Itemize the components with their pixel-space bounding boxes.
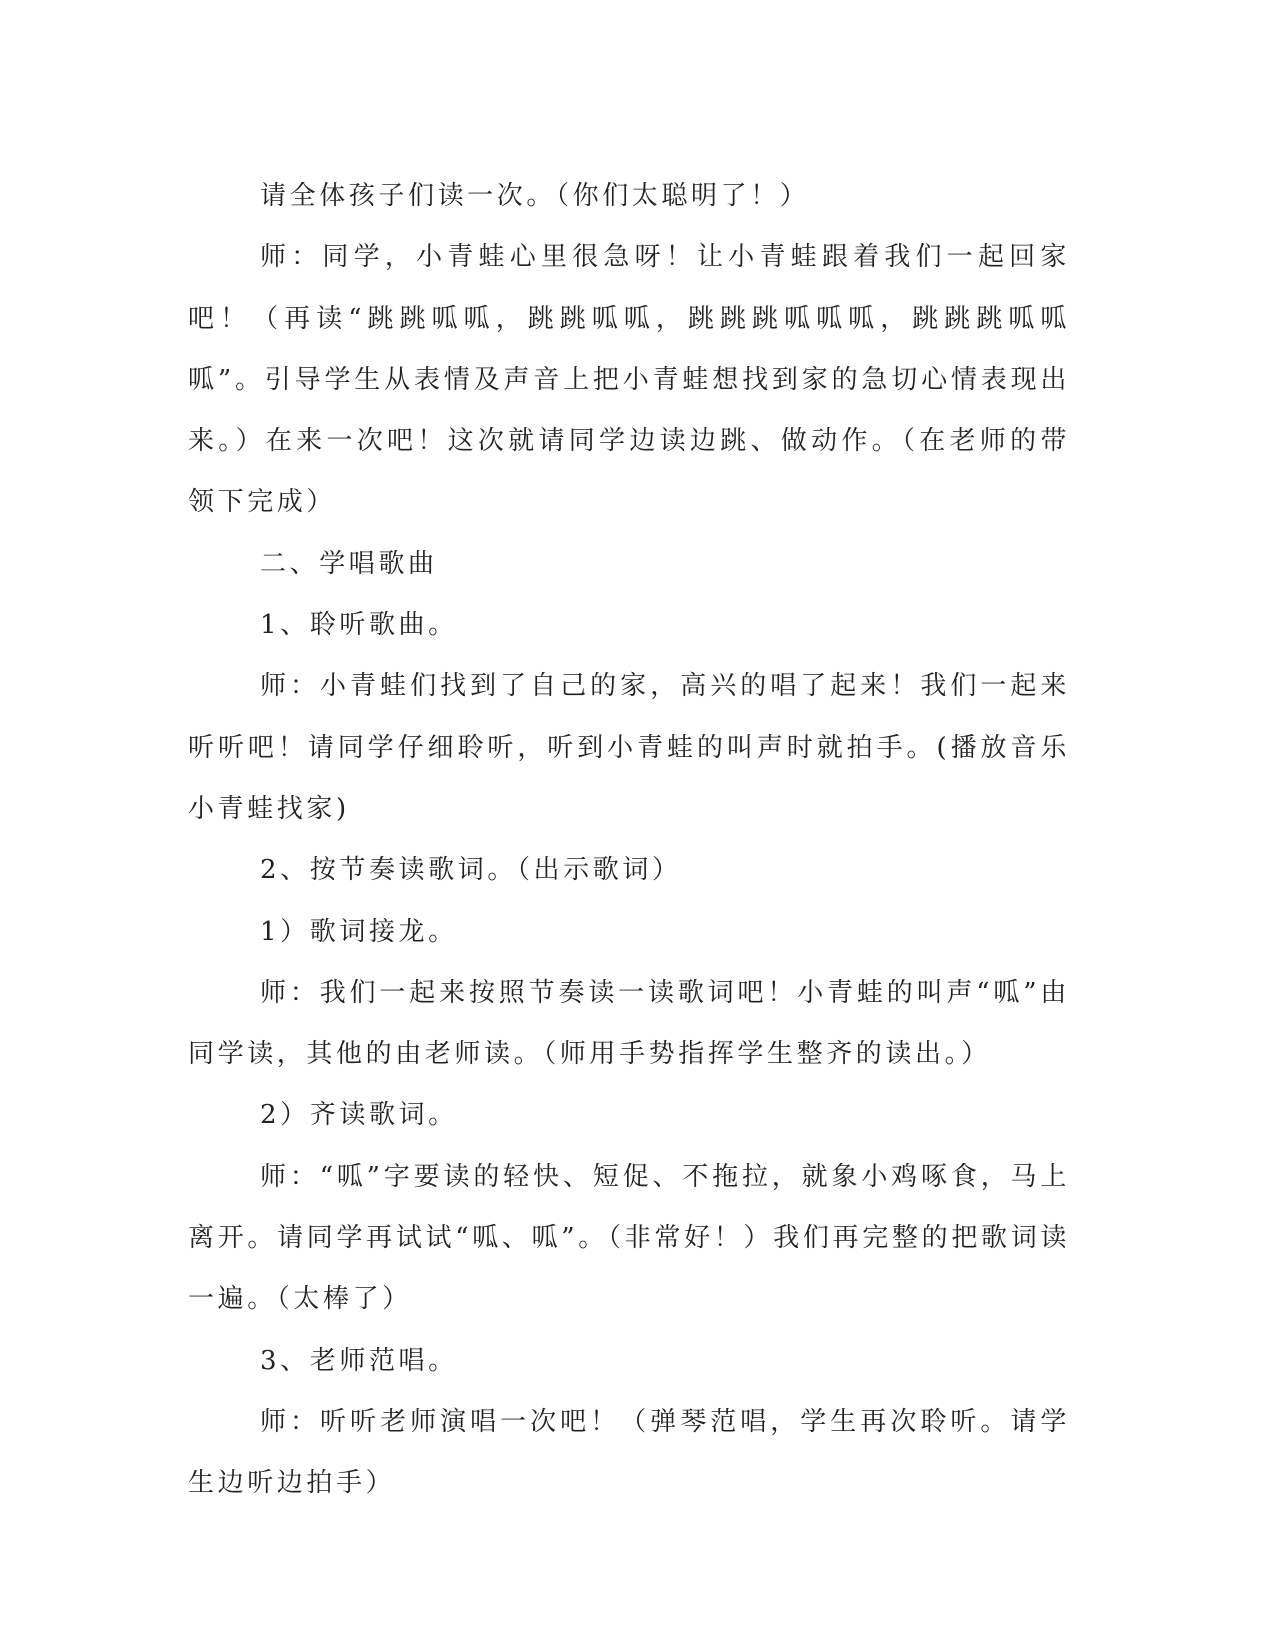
paragraph-teacher-demo: 师：听听老师演唱一次吧！（弹琴范唱，学生再次聆听。请学生边听边拍手） bbox=[188, 1406, 1070, 1499]
paragraph-frog-chant: 师：同学，小青蛙心里很急呀！让小青蛙跟着我们一起回家吧！（再读“跳跳呱呱，跳跳呱呱，跳跳跳呱呱呱，跳跳跳呱呱呱”。引导学生从表情及声音上把小青蛙想找到家的急切心情表现出来。）在来一次吧！这次就请同学边读边跳、做动作。（在老师的带领下完成） bbox=[188, 242, 1070, 518]
step-heading-listen: 1、聆听歌曲。 bbox=[260, 610, 458, 641]
substep-heading-read-together: 2）齐读歌词。 bbox=[260, 1100, 458, 1131]
step-heading-rhythm-reading: 2、按节奏读歌词。（出示歌词） bbox=[260, 855, 682, 886]
paragraph-lyric-relay: 师：我们一起来按照节奏读一读歌词吧！小青蛙的叫声“呱”由同学读，其他的由老师读。（师用手势指挥学生整齐的读出。） bbox=[188, 977, 1070, 1070]
substep-heading-lyric-relay: 1）歌词接龙。 bbox=[260, 916, 458, 947]
document-body bbox=[188, 166, 1070, 1515]
section-heading-learn-song: 二、学唱歌曲 bbox=[260, 548, 438, 579]
paragraph-listen-clap: 师：小青蛙们找到了自己的家，高兴的唱了起来！我们一起来听听吧！请同学仔细聆听，听到小青蛙的叫声时就拍手。(播放音乐小青蛙找家) bbox=[188, 671, 1070, 824]
paragraph-read-together: 师：“呱”字要读的轻快、短促、不拖拉，就象小鸡啄食，马上离开。请同学再试试“呱、呱”。（非常好！）我们再完整的把歌词读一遍。（太棒了） bbox=[188, 1161, 1070, 1315]
step-heading-teacher-demo: 3、老师范唱。 bbox=[260, 1345, 458, 1376]
paragraph-reading-intro: 请全体孩子们读一次。（你们太聪明了！） bbox=[260, 181, 810, 211]
